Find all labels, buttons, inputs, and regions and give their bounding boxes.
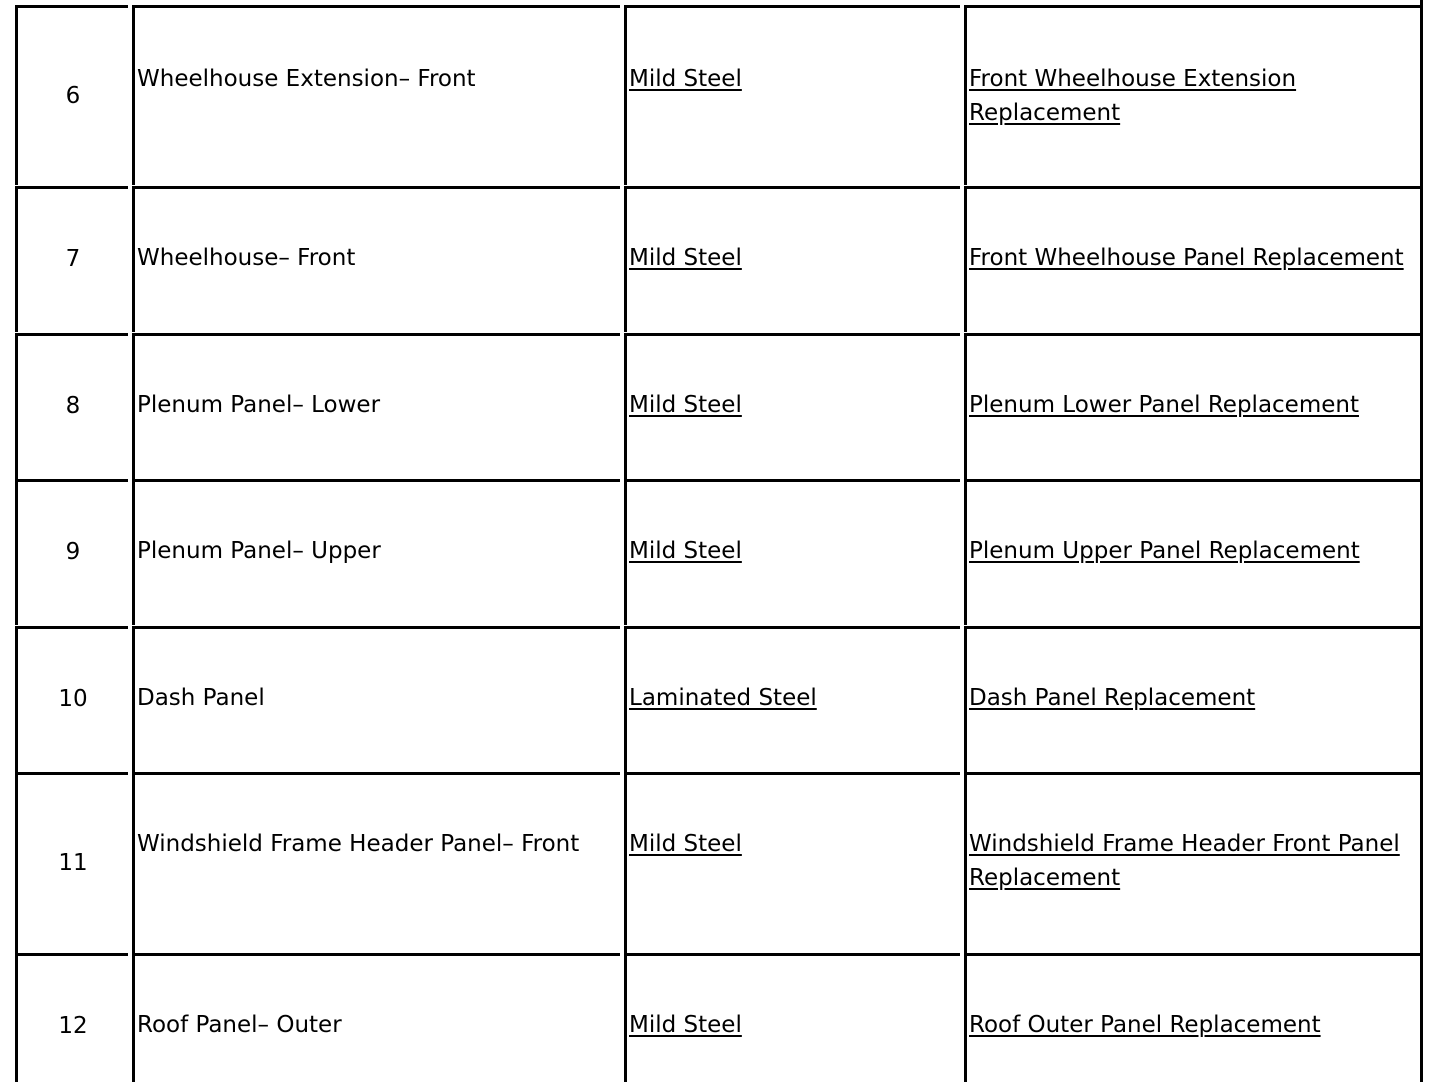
material-cell: [624, 186, 960, 332]
part-name: Wheelhouse Extension– Front: [137, 66, 476, 92]
row-number: 8: [65, 393, 81, 419]
part-name: Roof Panel– Outer: [137, 1012, 342, 1038]
procedure-link[interactable]: Front Wheelhouse Extension Replacement: [969, 66, 1297, 126]
part-name: Wheelhouse– Front: [137, 245, 356, 271]
procedure-link[interactable]: Plenum Lower Panel Replacement: [969, 392, 1359, 418]
row-number-cell: [15, 479, 128, 625]
material-cell: [624, 5, 960, 185]
row-number: 6: [65, 83, 81, 109]
material-link[interactable]: Laminated Steel: [629, 685, 817, 711]
part-name-cell: [132, 5, 620, 185]
procedure-link[interactable]: Front Wheelhouse Panel Replacement: [969, 245, 1404, 271]
part-name: Plenum Panel– Upper: [137, 538, 381, 564]
procedure-link[interactable]: Roof Outer Panel Replacement: [969, 1012, 1321, 1038]
table-row: [15, 5, 1423, 185]
row-number: 9: [65, 539, 81, 565]
material-link[interactable]: Mild Steel: [629, 66, 742, 92]
material-link[interactable]: Mild Steel: [629, 1012, 742, 1038]
material-link[interactable]: Mild Steel: [629, 831, 742, 857]
material-link[interactable]: Mild Steel: [629, 392, 742, 418]
table-right-border: [1420, 0, 1423, 1082]
row-number-cell: [15, 626, 128, 772]
material-link[interactable]: Mild Steel: [629, 245, 742, 271]
row-number-cell: [15, 953, 128, 1082]
row-number-cell: [15, 186, 128, 332]
procedure-cell: [964, 626, 1420, 772]
part-name-cell: [132, 479, 620, 625]
table-row: [15, 772, 1423, 953]
part-name-cell: [132, 953, 620, 1082]
row-number-cell: [15, 333, 128, 479]
procedure-cell: [964, 186, 1420, 332]
row-number-cell: [15, 5, 128, 185]
table-row: [15, 953, 1423, 1082]
row-number: 12: [58, 1013, 88, 1039]
material-cell: [624, 626, 960, 772]
table-row: [15, 626, 1423, 772]
procedure-cell: [964, 479, 1420, 625]
material-cell: [624, 772, 960, 953]
part-name: Windshield Frame Header Panel– Front: [137, 831, 580, 857]
procedure-cell: [964, 5, 1420, 185]
row-number: 11: [58, 850, 88, 876]
procedure-link[interactable]: Dash Panel Replacement: [969, 685, 1256, 711]
row-number: 10: [58, 686, 88, 712]
table-row: [15, 479, 1423, 625]
row-number-cell: [15, 772, 128, 953]
part-name: Dash Panel: [137, 685, 265, 711]
part-name: Plenum Panel– Lower: [137, 392, 381, 418]
table-row: [15, 186, 1423, 332]
material-cell: [624, 479, 960, 625]
table-row: [15, 333, 1423, 479]
part-name-cell: [132, 772, 620, 953]
material-cell: [624, 333, 960, 479]
procedure-link[interactable]: Plenum Upper Panel Replacement: [969, 538, 1360, 564]
procedure-cell: [964, 772, 1420, 953]
procedure-cell: [964, 333, 1420, 479]
part-name-cell: [132, 186, 620, 332]
procedure-link[interactable]: Windshield Frame Header Front Panel Replacement: [969, 831, 1400, 891]
procedure-cell: [964, 953, 1420, 1082]
row-number: 7: [65, 246, 81, 272]
parts-table: [15, 5, 1423, 1082]
part-name-cell: [132, 626, 620, 772]
material-cell: [624, 953, 960, 1082]
part-name-cell: [132, 333, 620, 479]
material-link[interactable]: Mild Steel: [629, 538, 742, 564]
